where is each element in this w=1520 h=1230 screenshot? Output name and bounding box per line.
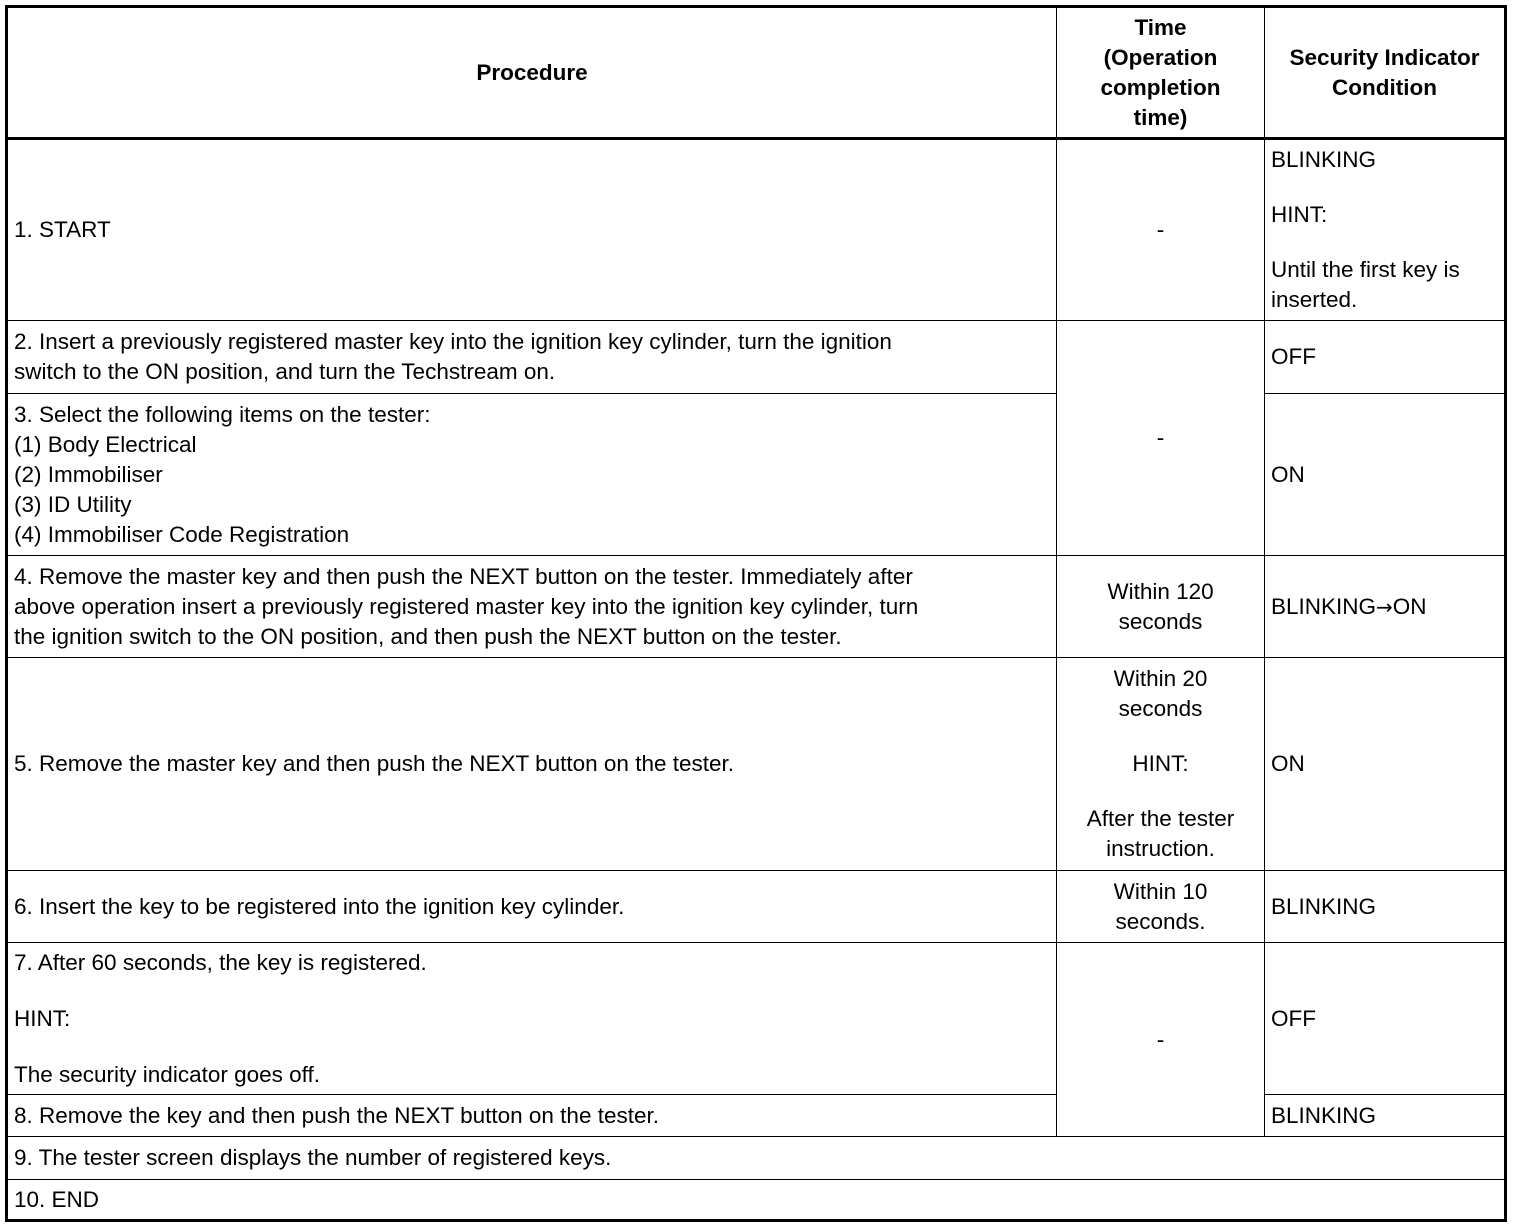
procedure-cell [7, 943, 1057, 1095]
time-cell [1057, 871, 1265, 943]
procedure-line: (2) Immobiliser [14, 461, 163, 487]
condition-cell: ON [1265, 658, 1506, 871]
header-procedure: Procedure [7, 7, 1057, 139]
condition-cell: ON [1265, 394, 1506, 556]
time-cell: - [1057, 943, 1265, 1137]
procedure-cell: 10. END [7, 1180, 1506, 1221]
header-condition-line: Condition [1332, 74, 1437, 100]
time-line: seconds [1118, 608, 1203, 634]
procedure-cell: 8. Remove the key and then push the NEXT button on the tester. [7, 1095, 1057, 1137]
time-line: Within 20 [1113, 666, 1208, 691]
header-condition-line: Security Indicator [1289, 44, 1480, 70]
procedure-cell: 1. START [7, 139, 1057, 321]
time-cell [1057, 658, 1265, 871]
time-cell: - [1057, 139, 1265, 321]
right-arrow-icon: → [1376, 594, 1393, 619]
time-line: HINT: [1132, 751, 1189, 776]
header-row [7, 7, 1506, 139]
condition-line: inserted. [1271, 287, 1358, 312]
header-time-line: Time [1134, 14, 1187, 40]
time-line: seconds. [1115, 908, 1206, 934]
time-cell: - [1057, 321, 1265, 556]
table-row [7, 943, 1506, 1095]
condition-text: BLINKING [1271, 593, 1377, 619]
condition-cell: BLINKING [1265, 871, 1506, 943]
procedure-line: (4) Immobiliser Code Registration [14, 521, 350, 547]
condition-text: ON [1392, 593, 1427, 619]
procedure-line: (1) Body Electrical [14, 431, 197, 457]
procedure-line: above operation insert a previously registered master key into the ignition key cylinder, turn [14, 593, 919, 619]
procedure-table [5, 5, 1507, 1222]
procedure-line: 7. After 60 seconds, the key is registered. [14, 949, 427, 975]
procedure-cell: 5. Remove the master key and then push the NEXT button on the tester. [7, 658, 1057, 871]
condition-cell [1265, 556, 1506, 658]
procedure-line: The security indicator goes off. [14, 1061, 320, 1087]
table-row [7, 1137, 1506, 1180]
procedure-cell [7, 556, 1057, 658]
procedure-line: 4. Remove the master key and then push the NEXT button on the tester. Immediately after [14, 563, 913, 589]
condition-cell [1265, 139, 1506, 321]
table-row [7, 321, 1506, 394]
procedure-line: 3. Select the following items on the tester: [14, 401, 431, 427]
procedure-line: switch to the ON position, and turn the Techstream on. [14, 359, 556, 384]
table-row [7, 871, 1506, 943]
procedure-cell [7, 394, 1057, 556]
table-row [7, 658, 1506, 871]
time-line: instruction. [1106, 836, 1215, 861]
time-line: seconds [1118, 696, 1203, 721]
procedure-line: (3) ID Utility [14, 491, 132, 517]
procedure-cell: 6. Insert the key to be registered into the ignition key cylinder. [7, 871, 1057, 943]
header-time-line: completion [1100, 74, 1221, 100]
time-line: Within 120 [1107, 578, 1214, 604]
table-row [7, 1180, 1506, 1221]
condition-cell: BLINKING [1265, 1095, 1506, 1137]
time-line: After the tester [1086, 806, 1235, 831]
procedure-cell: 9. The tester screen displays the number of registered keys. [7, 1137, 1506, 1180]
procedure-line: HINT: [14, 1005, 71, 1031]
header-time [1057, 7, 1265, 139]
header-time-line: time) [1133, 104, 1188, 130]
time-cell [1057, 556, 1265, 658]
header-condition [1265, 7, 1506, 139]
condition-cell: OFF [1265, 321, 1506, 394]
table-row [7, 556, 1506, 658]
time-line: Within 10 [1113, 878, 1208, 904]
table-row [7, 139, 1506, 321]
header-time-line: (Operation [1103, 44, 1218, 70]
condition-cell: OFF [1265, 943, 1506, 1095]
condition-line: HINT: [1271, 202, 1328, 227]
procedure-line: 2. Insert a previously registered master key into the ignition key cylinder, turn the ignition [14, 329, 892, 354]
condition-line: BLINKING [1271, 147, 1377, 172]
procedure-line: the ignition switch to the ON position, and then push the NEXT button on the tester. [14, 623, 842, 649]
table-row [7, 1095, 1506, 1137]
procedure-cell [7, 321, 1057, 394]
table-row [7, 394, 1506, 556]
condition-line: Until the first key is [1271, 257, 1460, 282]
